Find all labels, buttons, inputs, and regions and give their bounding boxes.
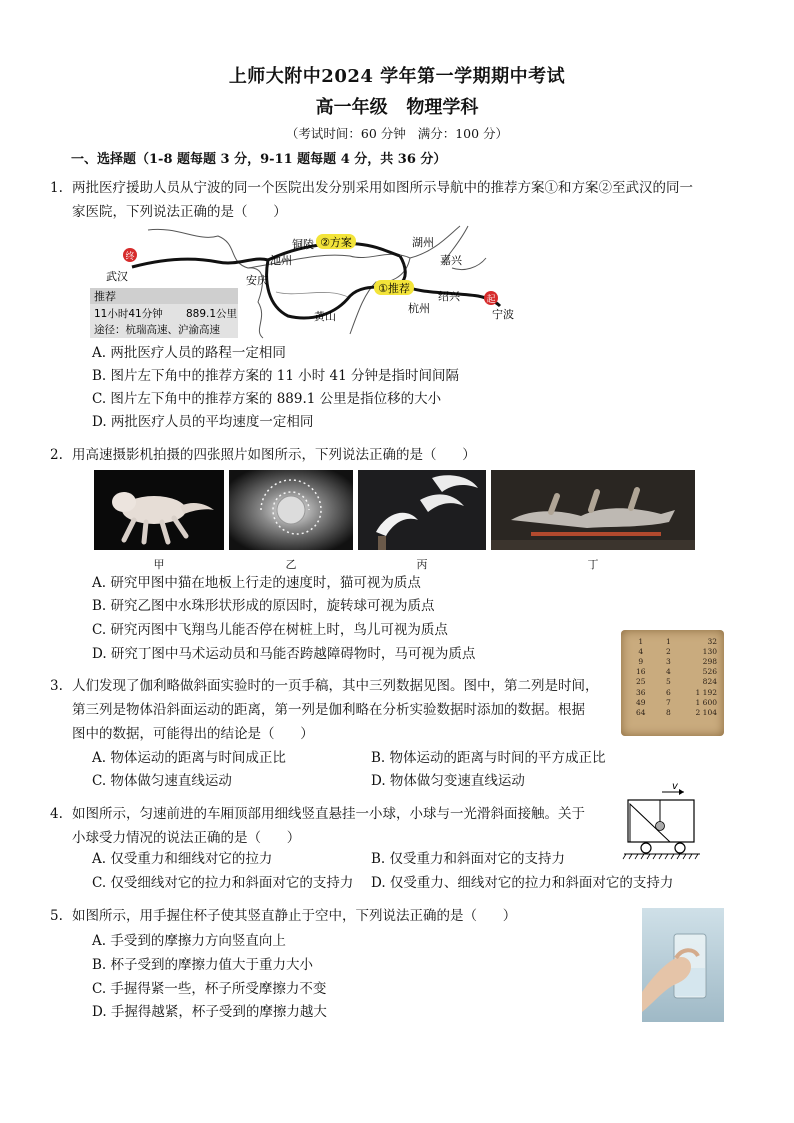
manuscript-cell: 298 <box>702 656 717 666</box>
city-label: 铜陵 <box>292 238 314 251</box>
photo-caption: 丙 <box>416 558 428 571</box>
exam-subtitle: 高一年级 物理学科 <box>315 97 479 118</box>
option: D. 两批医疗人员的平均速度一定相同 <box>92 414 314 430</box>
recommend-title: 推荐 <box>94 290 116 303</box>
manuscript-cell: 64 <box>636 707 646 717</box>
manuscript-cell: 36 <box>636 687 646 697</box>
option: C. 仅受细线对它的拉力和斜面对它的支持力 <box>92 875 354 891</box>
manuscript-cell: 49 <box>636 697 646 707</box>
recommend-time: 11小时41分钟 <box>94 308 163 320</box>
question-number: 1. <box>50 180 63 196</box>
manuscript-cell: 1 192 <box>695 687 717 697</box>
manuscript-cell: 1 600 <box>695 697 717 707</box>
manuscript-cell: 8 <box>666 707 671 717</box>
manuscript-cell: 5 <box>666 677 671 687</box>
manuscript-cell: 16 <box>636 667 646 677</box>
option: A. 物体运动的距离与时间成正比 <box>92 750 286 766</box>
manuscript-cell: 7 <box>666 697 671 707</box>
option: C. 物体做匀速直线运动 <box>92 773 232 789</box>
city-label: 宁波 <box>492 308 514 321</box>
question-text-line: 家医院，下列说法正确的是（ ） <box>72 204 287 220</box>
option: D. 研究丁图中马术运动员和马能否跨越障碍物时，马可视为质点 <box>92 646 476 662</box>
carriage-diagram <box>622 780 702 862</box>
city-label: 嘉兴 <box>440 254 462 267</box>
manuscript-cell: 1 <box>638 636 644 646</box>
question-number: 5. <box>50 908 63 924</box>
end-marker: 终 <box>125 252 135 262</box>
manuscript-cell: 824 <box>702 677 717 687</box>
manuscript-cell: 3 <box>666 656 671 666</box>
option: D. 物体做匀变速直线运动 <box>371 773 525 789</box>
section-heading: 一、选择题（1-8 题每题 3 分，9-11 题每题 4 分，共 36 分） <box>71 152 447 167</box>
question-text-line: 如图所示，匀速前进的车厢顶部用细线竖直悬挂一小球，小球与一光滑斜面接触。关于 <box>72 806 585 822</box>
question-number: 4. <box>50 806 63 822</box>
manuscript-cell: 2 <box>666 646 671 656</box>
manuscript-row <box>627 656 719 666</box>
option: B. 杯子受到的摩擦力值大于重力大小 <box>92 957 314 973</box>
option: C. 研究丙图中飞翔鸟儿能否停在树桩上时，鸟儿可视为质点 <box>92 622 448 638</box>
option: B. 仅受重力和斜面对它的支持力 <box>371 851 566 867</box>
manuscript-cell: 4 <box>638 646 644 656</box>
question-text-line: 如图所示，用手握住杯子使其竖直静止于空中，下列说法正确的是（ ） <box>72 908 517 924</box>
city-label: 黄山 <box>314 310 336 323</box>
photo-cat <box>94 470 224 550</box>
photo-spinning-ball <box>229 470 353 550</box>
navigation-map-image <box>88 222 518 340</box>
option: A. 两批医疗人员的路程一定相同 <box>92 345 286 361</box>
photo-birds <box>358 470 486 550</box>
manuscript-cell: 2 104 <box>695 707 717 717</box>
option: A. 手受到的摩擦力方向竖直向上 <box>92 933 286 949</box>
velocity-label: v <box>672 781 678 792</box>
start-marker: 起 <box>486 295 496 305</box>
manuscript-cell: 9 <box>638 656 644 666</box>
route2-label: ②方案 <box>320 236 352 249</box>
manuscript-cell: 4 <box>666 667 671 677</box>
recommend-distance: 889.1公里 <box>186 308 238 320</box>
option: B. 物体运动的距离与时间的平方成正比 <box>371 750 606 766</box>
question-text-line: 小球受力情况的说法正确的是（ ） <box>72 830 301 846</box>
city-label: 杭州 <box>408 302 430 315</box>
recommend-route: 途径：杭瑞高速、沪渝高速 <box>94 324 220 336</box>
photo-caption: 甲 <box>153 558 165 571</box>
option: C. 手握得紧一些，杯子所受摩擦力不变 <box>92 981 327 997</box>
manuscript-cell: 526 <box>702 667 717 677</box>
question-text-line: 用高速摄影机拍摄的四张照片如图所示，下列说法正确的是（ ） <box>72 447 476 463</box>
city-label: 安庆 <box>246 274 268 287</box>
manuscript-row <box>627 707 719 717</box>
question-text-line: 图中的数据，可能得出的结论是（ ） <box>72 726 314 742</box>
manuscript-row <box>627 697 719 707</box>
manuscript-cell: 6 <box>666 687 671 697</box>
manuscript-row <box>627 677 719 687</box>
manuscript-table <box>627 636 719 718</box>
manuscript-cell: 1 <box>666 636 671 646</box>
option: B. 研究乙图中水珠形状形成的原因时，旋转球可视为质点 <box>92 598 435 614</box>
city-label: 湖州 <box>412 236 434 249</box>
city-label: 武汉 <box>106 270 128 283</box>
manuscript-cell: 32 <box>707 636 717 646</box>
photo-caption: 乙 <box>285 558 297 571</box>
option: C. 图片左下角中的推荐方案的 889.1 公里是指位移的大小 <box>92 391 442 407</box>
manuscript-row <box>627 687 719 697</box>
photo-horse-rider <box>491 470 695 550</box>
hand-cup-photo <box>642 908 724 1022</box>
option: D. 手握得越紧，杯子受到的摩擦力越大 <box>92 1004 327 1020</box>
exam-title: 上师大附中2024 学年第一学期期中考试 <box>228 66 566 87</box>
option: D. 仅受重力、细线对它的拉力和斜面对它的支持力 <box>371 875 674 891</box>
option: A. 研究甲图中猫在地板上行走的速度时，猫可视为质点 <box>92 575 421 591</box>
photo-caption: 丁 <box>587 558 599 571</box>
question-text-line: 第三列是物体沿斜面运动的距离，第一列是伽利略在分析实验数据时添加的数据。根据 <box>72 702 585 718</box>
question-number: 2. <box>50 447 63 463</box>
city-label: 池州 <box>270 254 292 267</box>
manuscript-row <box>627 646 719 656</box>
galileo-manuscript-image <box>621 630 724 736</box>
route1-label: ①推荐 <box>378 282 410 295</box>
manuscript-cell: 130 <box>702 646 717 656</box>
option: A. 仅受重力和细线对它的拉力 <box>92 851 273 867</box>
city-label: 绍兴 <box>438 290 460 303</box>
exam-info: （考试时间：60 分钟 满分：100 分） <box>285 126 509 141</box>
option: B. 图片左下角中的推荐方案的 11 小时 41 分钟是指时间间隔 <box>92 368 460 384</box>
question-text-line: 两批医疗援助人员从宁波的同一个医院出发分别采用如图所示导航中的推荐方案①和方案②至武汉的同一 <box>72 180 693 196</box>
question-number: 3. <box>50 678 63 694</box>
manuscript-row <box>627 667 719 677</box>
manuscript-cell: 25 <box>636 677 646 687</box>
manuscript-row <box>627 636 719 646</box>
question-text-line: 人们发现了伽利略做斜面实验时的一页手稿，其中三列数据见图。图中，第二列是时间， <box>72 678 599 694</box>
